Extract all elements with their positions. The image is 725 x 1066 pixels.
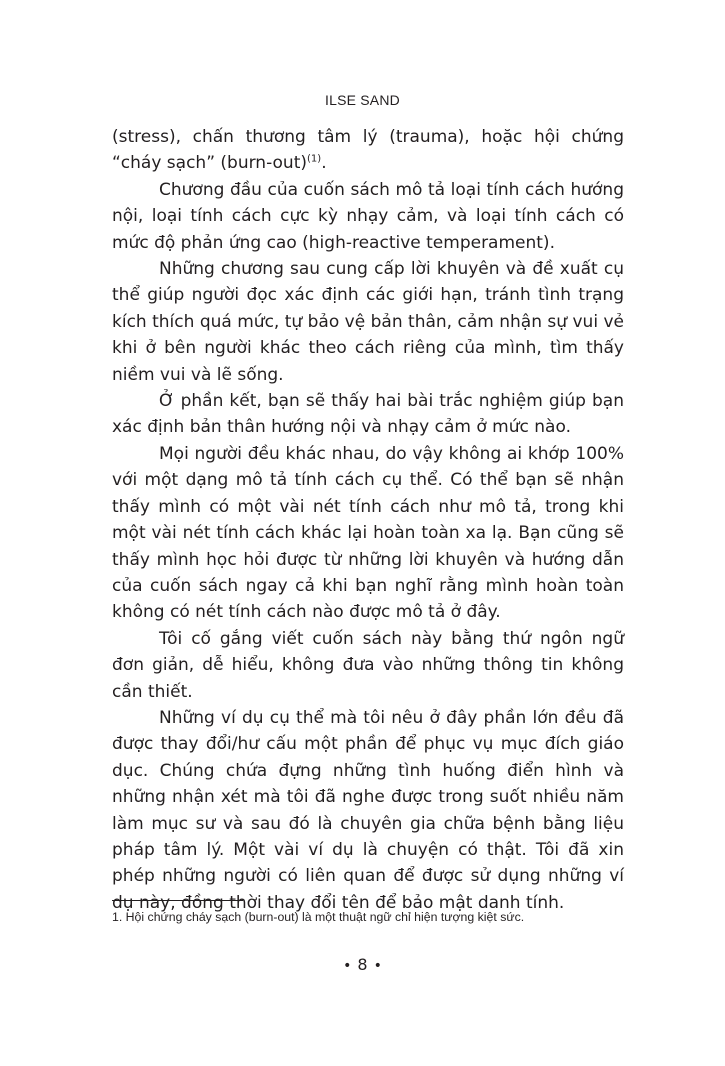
paragraph-text: (stress), chấn thương tâm lý (trauma), hoặc hội chứng “cháy sạch” (burn-out) <box>112 127 624 174</box>
page-number-bullet-left: • <box>343 958 352 974</box>
page-number <box>0 955 725 974</box>
page-number-value: 8 <box>357 955 368 974</box>
paragraph: Tôi cố gắng viết cuốn sách này bằng thứ ngôn ngữ đơn giản, dễ hiểu, không đưa vào những thông tin không cần thiết. <box>112 628 624 702</box>
footnote: 1. Hội chứng cháy sạch (burn-out) là một thuật ngữ chỉ hiện tượng kiệt sức. <box>112 910 525 924</box>
paragraph: Những ví dụ cụ thể mà tôi nêu ở đây phần lớn đều đã được thay đổi/hư cấu một phần để phục vụ mục đích giáo dục. Chúng chứa đựng những tình huống điển hình và những nhận xét mà tôi đã nghe được trong suốt nhiều năm làm mục sư và sau đó là chuyên gia chữa bệnh bằng liệu pháp tâm lý. Một vài ví dụ là chuyện có thật. Tôi đã xin phép những người có liên quan để được sử dụng những ví dụ này, đồng thời thay đổi tên để bảo mật danh tính. <box>112 707 624 913</box>
paragraph-tail: . <box>321 153 327 174</box>
paragraph: Chương đầu của cuốn sách mô tả loại tính cách hướng nội, loại tính cách cực kỳ nhạy cảm, và loại tính cách có mức độ phản ứng cao (high-reactive temperament). <box>112 179 624 253</box>
paragraph: Ở phần kết, bạn sẽ thấy hai bài trắc nghiệm giúp bạn xác định bản thân hướng nội và nhạy cảm ở mức nào. <box>112 391 624 438</box>
running-header: ILSE SAND <box>325 92 400 108</box>
footnote-reference: (1) <box>307 153 322 165</box>
page-number-bullet-right: • <box>373 958 382 974</box>
paragraph-continuation <box>112 124 624 177</box>
footnote-divider <box>112 900 243 901</box>
body-text <box>112 124 624 916</box>
paragraph: Mọi người đều khác nhau, do vậy không ai khớp 100% với một dạng mô tả tính cách cụ thể. Có thể bạn sẽ nhận thấy mình có một vài nét tính cách như mô tả, trong khi một vài nét tính cách khác lại hoàn toàn xa lạ. Bạn cũng sẽ thấy mình học hỏi được từ những lời khuyên và hướng dẫn của cuốn sách ngay cả khi bạn nghĩ rằng mình hoàn toàn không có nét tính cách nào được mô tả ở đây. <box>112 443 624 623</box>
paragraph: Những chương sau cung cấp lời khuyên và đề xuất cụ thể giúp người đọc xác định các giới hạn, tránh tình trạng kích thích quá mức, tự bảo vệ bản thân, cảm nhận sự vui vẻ khi ở bên người khác theo cách riêng của mình, tìm thấy niềm vui và lẽ sống. <box>112 259 624 385</box>
